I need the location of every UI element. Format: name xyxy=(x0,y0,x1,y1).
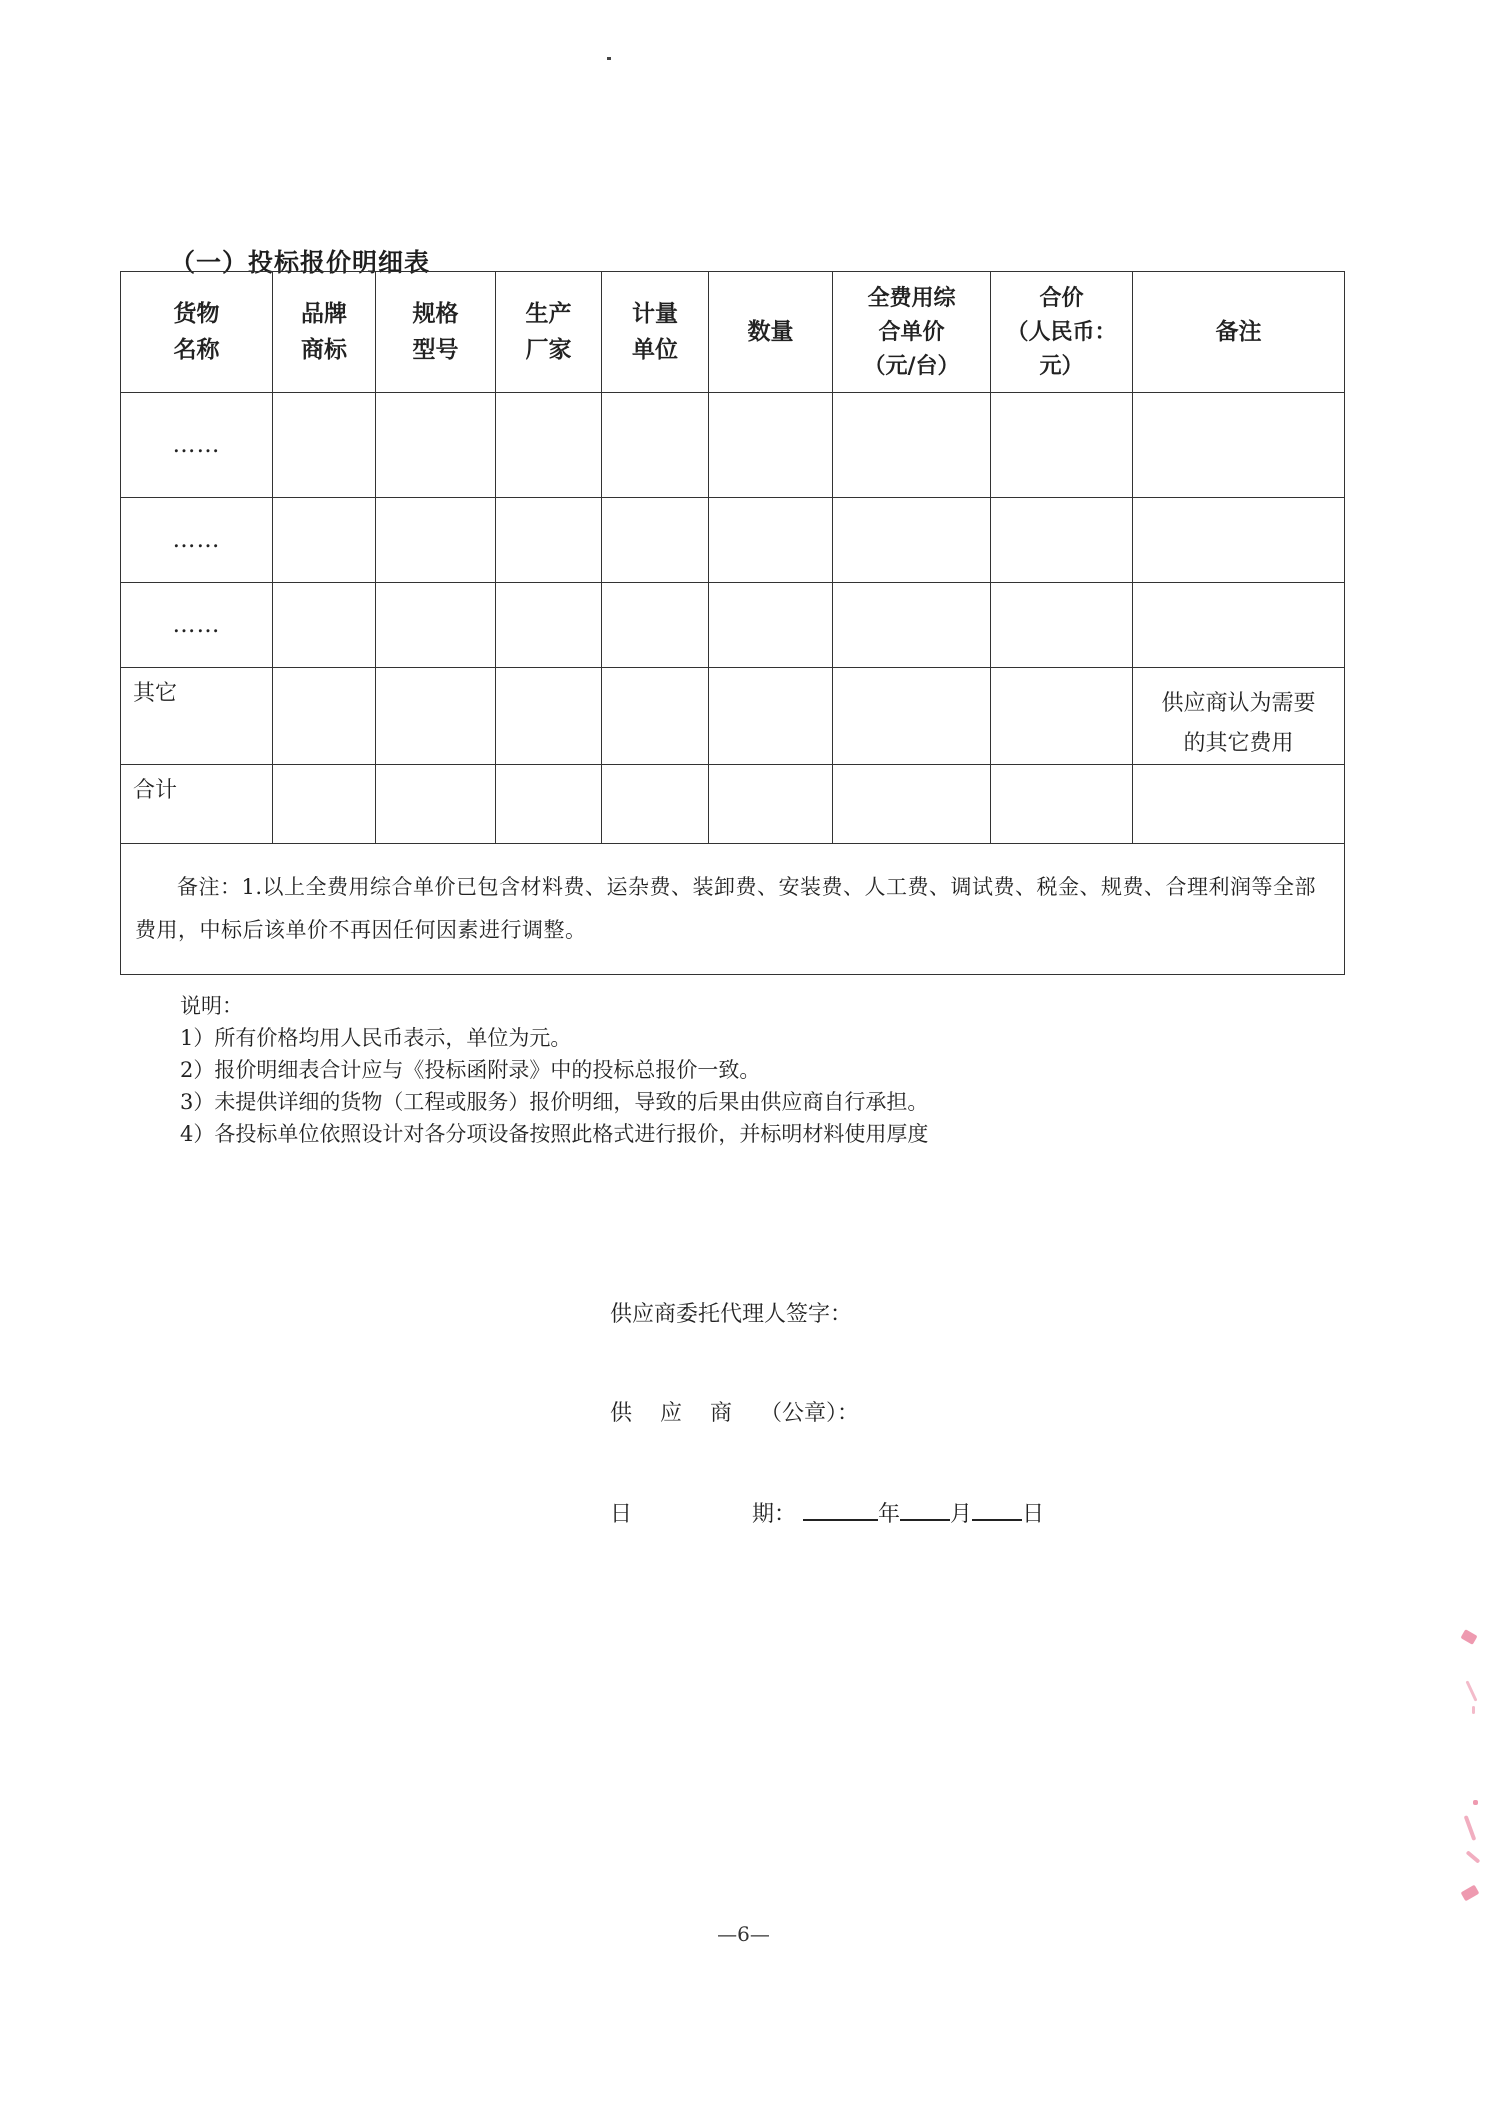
table-cell[interactable] xyxy=(376,393,496,498)
agent-signature-label: 供应商委托代理人签字： xyxy=(610,1302,853,1327)
table-cell[interactable] xyxy=(273,498,376,583)
table-cell[interactable] xyxy=(496,765,602,844)
header-unit: 计量 单位 xyxy=(602,272,709,393)
month-blank[interactable] xyxy=(900,1497,950,1521)
table-cell[interactable] xyxy=(991,765,1133,844)
explanation-item: 4）各投标单位依照设计对各分项设备按照此格式进行报价，并标明材料使用厚度 xyxy=(180,1122,929,1146)
table-cell[interactable] xyxy=(991,498,1133,583)
table-cell[interactable] xyxy=(602,583,709,668)
table-header-row xyxy=(121,272,1345,393)
row-goods-name: …… xyxy=(121,583,273,668)
explanation-block xyxy=(180,990,928,1150)
table-row-other xyxy=(121,668,1345,765)
table-cell[interactable] xyxy=(709,498,833,583)
table-row xyxy=(121,498,1345,583)
table-cell[interactable] xyxy=(991,668,1133,765)
header-total-price: 合价 （人民币：元） xyxy=(991,272,1133,393)
table-cell[interactable] xyxy=(991,583,1133,668)
table-cell[interactable] xyxy=(496,498,602,583)
explanation-title: 说明： xyxy=(180,994,243,1018)
page-number: —6— xyxy=(717,1922,770,1946)
header-brand: 品牌 商标 xyxy=(273,272,376,393)
date-line: 日 期： 年 月 日 xyxy=(610,1497,1044,1528)
header-unit-price: 全费用综 合单价 （元/台） xyxy=(833,272,991,393)
table-cell[interactable] xyxy=(496,393,602,498)
table-cell[interactable] xyxy=(602,765,709,844)
table-cell[interactable] xyxy=(709,583,833,668)
table-note: 备注：1.以上全费用综合单价已包含材料费、运杂费、装卸费、安装费、人工费、调试费、税金、规费、合理利润等全部费用，中标后该单价不再因任何因素进行调整。 xyxy=(121,844,1345,975)
table-cell[interactable] xyxy=(709,393,833,498)
table-cell[interactable] xyxy=(833,393,991,498)
table-cell[interactable] xyxy=(376,583,496,668)
table-cell[interactable] xyxy=(709,668,833,765)
table-cell[interactable] xyxy=(1133,393,1345,498)
table-cell[interactable] xyxy=(833,583,991,668)
table-cell[interactable] xyxy=(496,583,602,668)
table-cell[interactable] xyxy=(1133,583,1345,668)
table-cell[interactable] xyxy=(1133,765,1345,844)
table-cell[interactable] xyxy=(602,668,709,765)
header-goods-name: 货物 名称 xyxy=(121,272,273,393)
table-row-total xyxy=(121,765,1345,844)
day-blank[interactable] xyxy=(972,1497,1022,1521)
table-cell[interactable] xyxy=(273,668,376,765)
table-row xyxy=(121,583,1345,668)
supplier-seal-label: 供 应 商 （公章）： xyxy=(610,1401,860,1426)
table-cell[interactable] xyxy=(376,668,496,765)
row-goods-name: …… xyxy=(121,498,273,583)
table-cell[interactable] xyxy=(273,393,376,498)
table-row xyxy=(121,393,1345,498)
table-note-row xyxy=(121,844,1345,975)
table-cell[interactable] xyxy=(709,765,833,844)
table-cell[interactable] xyxy=(496,668,602,765)
quotation-detail-table xyxy=(120,271,1345,975)
table-cell[interactable] xyxy=(1133,498,1345,583)
table-cell[interactable] xyxy=(602,498,709,583)
header-model: 规格 型号 xyxy=(376,272,496,393)
header-manufacturer: 生产 厂家 xyxy=(496,272,602,393)
table-cell[interactable] xyxy=(273,583,376,668)
other-remark: 供应商认为需要 的其它费用 xyxy=(1133,668,1345,765)
explanation-item: 1）所有价格均用人民币表示，单位为元。 xyxy=(180,1026,572,1050)
table-cell[interactable] xyxy=(833,765,991,844)
row-label-total: 合计 xyxy=(121,765,273,844)
header-remark: 备注 xyxy=(1133,272,1345,393)
explanation-item: 3）未提供详细的货物（工程或服务）报价明细，导致的后果由供应商自行承担。 xyxy=(180,1090,929,1114)
table-cell[interactable] xyxy=(376,765,496,844)
explanation-item: 2）报价明细表合计应与《投标函附录》中的投标总报价一致。 xyxy=(180,1058,761,1082)
section-title: （一）投标报价明细表 xyxy=(170,248,431,277)
table-cell[interactable] xyxy=(602,393,709,498)
table-cell[interactable] xyxy=(833,498,991,583)
year-blank[interactable] xyxy=(803,1497,878,1521)
row-goods-name: …… xyxy=(121,393,273,498)
table-cell[interactable] xyxy=(376,498,496,583)
table-cell[interactable] xyxy=(273,765,376,844)
header-quantity: 数量 xyxy=(709,272,833,393)
table-cell[interactable] xyxy=(833,668,991,765)
row-label-other: 其它 xyxy=(121,668,273,765)
scan-speck xyxy=(607,57,611,60)
table-cell[interactable] xyxy=(991,393,1133,498)
